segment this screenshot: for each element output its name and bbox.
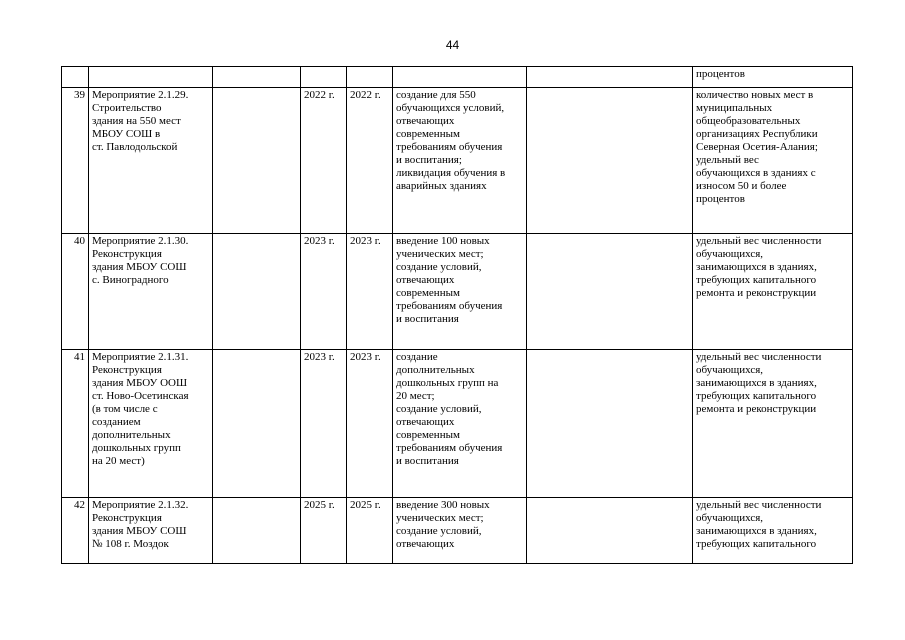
consequence-cell (527, 67, 693, 88)
continuation-row (62, 67, 853, 88)
end-year-cell: 2022 г. (347, 88, 393, 234)
executor-cell (213, 350, 301, 498)
consequence-cell (527, 350, 693, 498)
result-cell (393, 67, 527, 88)
executor-cell (213, 234, 301, 350)
start-year-cell: 2025 г. (301, 498, 347, 564)
row-number: 41 (62, 350, 89, 498)
end-year-cell (347, 67, 393, 88)
table-row (62, 88, 853, 234)
consequence-cell (527, 498, 693, 564)
indicator-cell: процентов (693, 67, 853, 88)
event-cell (89, 67, 213, 88)
result-cell: введение 100 новых ученических мест; создание условий, отвечающих современным требованиям обучения и воспитания (393, 234, 527, 350)
indicator-cell: удельный вес численности обучающихся, занимающихся в зданиях, требующих капитального ремонта и реконструкции (693, 350, 853, 498)
start-year-cell: 2023 г. (301, 234, 347, 350)
page-number: 44 (445, 38, 460, 52)
event-cell: Мероприятие 2.1.30. Реконструкция здания МБОУ СОШ с. Виноградного (89, 234, 213, 350)
start-year-cell (301, 67, 347, 88)
indicator-cell: удельный вес численности обучающихся, занимающихся в зданиях, требующих капитального (693, 498, 853, 564)
end-year-cell: 2023 г. (347, 234, 393, 350)
executor-cell (213, 498, 301, 564)
event-cell: Мероприятие 2.1.29. Строительство здания на 550 мест МБОУ СОШ в ст. Павлодольской (89, 88, 213, 234)
start-year-cell: 2023 г. (301, 350, 347, 498)
num-cell (62, 67, 89, 88)
consequence-cell (527, 88, 693, 234)
row-number: 42 (62, 498, 89, 564)
start-year-cell: 2022 г. (301, 88, 347, 234)
row-number: 39 (62, 88, 89, 234)
consequence-cell (527, 234, 693, 350)
indicator-cell: количество новых мест в муниципальных общеобразовательных организациях Республики Северная Осетия-Алания; удельный вес обучающихся в зданиях с износом 50 и более процентов (693, 88, 853, 234)
row-number: 40 (62, 234, 89, 350)
end-year-cell: 2023 г. (347, 350, 393, 498)
event-cell: Мероприятие 2.1.31. Реконструкция здания МБОУ ООШ ст. Ново-Осетинская (в том числе с созданием дополнительных дошкольных групп на 20 мест) (89, 350, 213, 498)
executor-cell (213, 67, 301, 88)
table-row (62, 234, 853, 350)
indicator-cell: удельный вес численности обучающихся, занимающихся в зданиях, требующих капитального ремонта и реконструкции (693, 234, 853, 350)
result-cell: создание дополнительных дошкольных групп на 20 мест; создание условий, отвечающих современным требованиям обучения и воспитания (393, 350, 527, 498)
events-table (61, 66, 853, 564)
end-year-cell: 2025 г. (347, 498, 393, 564)
table-row (62, 350, 853, 498)
table-row (62, 498, 853, 564)
result-cell: создание для 550 обучающихся условий, отвечающих современным требованиям обучения и воспитания; ликвидация обучения в аварийных зданиях (393, 88, 527, 234)
executor-cell (213, 88, 301, 234)
result-cell: введение 300 новых ученических мест; создание условий, отвечающих (393, 498, 527, 564)
event-cell: Мероприятие 2.1.32. Реконструкция здания МБОУ СОШ № 108 г. Моздок (89, 498, 213, 564)
